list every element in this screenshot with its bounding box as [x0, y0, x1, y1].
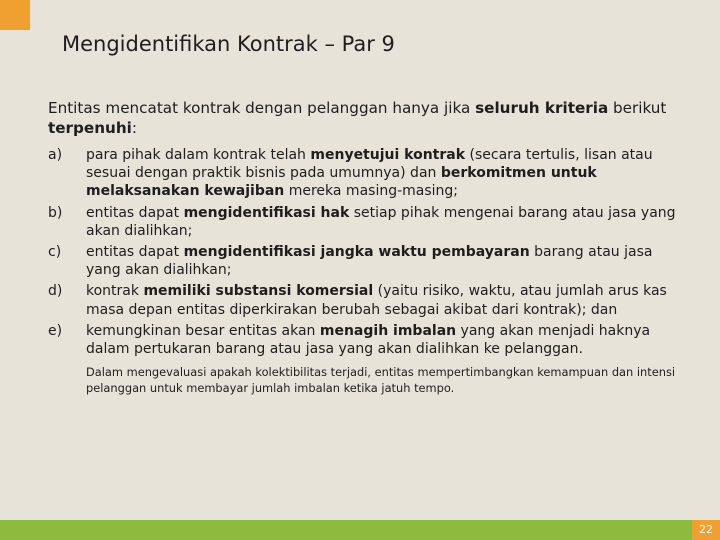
criterion-marker: e): [48, 322, 63, 339]
criterion-text: [86, 204, 688, 240]
criteria-list: [48, 146, 688, 358]
criterion-segment: mengidentifikasi hak: [183, 204, 350, 221]
criterion-segment: barang atau jasa yang akan dialihkan;: [86, 244, 653, 279]
intro-segment: seluruh kriteria: [475, 99, 609, 117]
criterion-text: [86, 282, 688, 318]
slide-body: [48, 98, 688, 396]
criterion-segment: para pihak dalam kontrak telah: [86, 147, 311, 163]
criterion-marker: a): [48, 147, 63, 163]
criterion-segment: (yaitu risiko, waktu, atau jumlah arus kas masa depan entitas diperkirakan berubah sebagai akibat dari kontrak); dan: [86, 283, 667, 318]
criterion-b: [48, 204, 688, 240]
criterion-d: [48, 282, 688, 318]
criterion-segment: kemungkinan besar entitas akan: [86, 322, 320, 339]
intro-segment: Entitas mencatat kontrak dengan pelanggan hanya jika: [48, 99, 476, 117]
criterion-segment: kontrak: [86, 283, 144, 300]
intro-segment: berikut: [608, 99, 667, 117]
criterion-marker: d): [48, 283, 63, 300]
criterion-segment: berkomitmen untuk melaksanakan kewajiban: [86, 165, 597, 200]
criterion-text: [86, 322, 688, 358]
slide-title: Mengidentifikan Kontrak – Par 9: [62, 32, 395, 56]
intro-segment: :: [131, 119, 137, 137]
criterion-segment: yang akan menjadi haknya dalam pertukaran barang atau jasa yang akan dialihkan ke pelanggan.: [86, 322, 651, 358]
criterion-marker: c): [48, 244, 62, 261]
intro-paragraph: [48, 98, 688, 138]
criterion-c: [48, 243, 688, 279]
criterion-text: [86, 243, 688, 279]
criterion-segment: (secara tertulis, lisan atau sesuai dengan praktik bisnis pada umumnya) dan: [86, 147, 653, 182]
criterion-text: [86, 146, 688, 201]
slide-number: 22: [692, 520, 720, 540]
criterion-segment: entitas dapat: [86, 204, 184, 221]
criterion-segment: memiliki substansi komersial: [143, 283, 374, 300]
criterion-segment: setiap pihak mengenai barang atau jasa yang akan dialihkan;: [86, 204, 676, 239]
criterion-segment: mereka masing-masing;: [284, 183, 459, 200]
criterion-marker: b): [48, 204, 63, 221]
intro-segment: terpenuhi: [48, 119, 132, 137]
criterion-segment: menyetujui kontrak: [310, 147, 466, 163]
criterion-a: [48, 146, 688, 201]
collectibility-note: Dalam mengevaluasi apakah kolektibilitas terjadi, entitas mempertimbangkan kemampuan dan intensi pelanggan untuk membayar jumlah imbalan ketika jatuh tempo.: [86, 365, 676, 396]
corner-accent: [0, 0, 30, 30]
criterion-segment: menagih imbalan: [319, 322, 457, 339]
criterion-segment: entitas dapat: [86, 244, 184, 261]
footer-bar: [0, 520, 720, 540]
criterion-segment: mengidentifikasi jangka waktu pembayaran: [183, 244, 530, 261]
criterion-e: [48, 322, 688, 358]
